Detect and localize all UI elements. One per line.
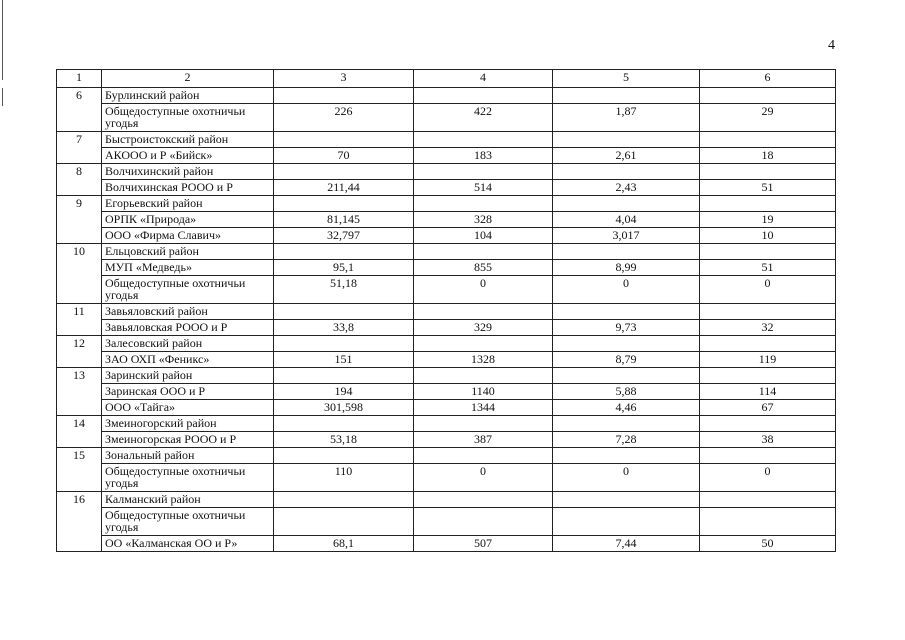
margin-mark-middle xyxy=(2,88,3,106)
row-col6-cell xyxy=(700,448,836,464)
row-number-cell: 12 xyxy=(57,336,102,368)
table-row xyxy=(57,352,836,368)
row-number-cell: 10 xyxy=(57,244,102,304)
row-number-cell: 14 xyxy=(57,416,102,448)
row-col5-cell: 4,46 xyxy=(553,400,700,416)
row-name-cell: Общедоступные охотничьи угодья xyxy=(102,104,274,132)
table-row xyxy=(57,492,836,508)
row-col5-cell: 4,04 xyxy=(553,212,700,228)
table-row xyxy=(57,212,836,228)
row-col3-cell: 110 xyxy=(274,464,414,492)
row-col4-cell xyxy=(414,336,553,352)
row-number-cell: 7 xyxy=(57,132,102,164)
row-col3-cell xyxy=(274,368,414,384)
row-col6-cell: 50 xyxy=(700,536,836,552)
row-col5-cell: 0 xyxy=(553,464,700,492)
row-col6-cell xyxy=(700,132,836,148)
row-col5-cell: 8,99 xyxy=(553,260,700,276)
row-col5-cell xyxy=(553,196,700,212)
row-col4-cell: 1344 xyxy=(414,400,553,416)
table-row xyxy=(57,260,836,276)
row-col3-cell xyxy=(274,448,414,464)
row-name-cell: ООО «Тайга» xyxy=(102,400,274,416)
row-col3-cell xyxy=(274,508,414,536)
row-name-cell: Общедоступные охотничьи угодья xyxy=(102,508,274,536)
row-col5-cell: 5,88 xyxy=(553,384,700,400)
row-number-cell: 11 xyxy=(57,304,102,336)
row-name-cell: Бурлинский район xyxy=(102,88,274,104)
row-col4-cell: 855 xyxy=(414,260,553,276)
table-row xyxy=(57,416,836,432)
row-name-cell: АКООО и Р «Бийск» xyxy=(102,148,274,164)
row-name-cell: Змеиногорская РООО и Р xyxy=(102,432,274,448)
row-col3-cell: 95,1 xyxy=(274,260,414,276)
table-row xyxy=(57,148,836,164)
table-row xyxy=(57,368,836,384)
row-col5-cell xyxy=(553,244,700,260)
row-col3-cell xyxy=(274,304,414,320)
row-col3-cell: 211,44 xyxy=(274,180,414,196)
row-col6-cell: 32 xyxy=(700,320,836,336)
row-name-cell: Заринская ООО и Р xyxy=(102,384,274,400)
header-cell-5: 5 xyxy=(553,70,700,88)
table-row xyxy=(57,276,836,304)
row-name-cell: ООО «Фирма Славич» xyxy=(102,228,274,244)
header-cell-2: 2 xyxy=(102,70,274,88)
row-col6-cell xyxy=(700,492,836,508)
row-col4-cell xyxy=(414,508,553,536)
row-col4-cell xyxy=(414,304,553,320)
row-number-cell: 16 xyxy=(57,492,102,552)
row-col6-cell xyxy=(700,196,836,212)
row-col3-cell: 33,8 xyxy=(274,320,414,336)
hunting-grounds-table xyxy=(56,69,836,552)
row-name-cell: Змеиногорский район xyxy=(102,416,274,432)
table-row xyxy=(57,244,836,260)
row-col6-cell: 51 xyxy=(700,180,836,196)
row-col4-cell: 1328 xyxy=(414,352,553,368)
row-col5-cell xyxy=(553,448,700,464)
row-col4-cell: 0 xyxy=(414,464,553,492)
row-col3-cell: 226 xyxy=(274,104,414,132)
row-col5-cell xyxy=(553,508,700,536)
row-name-cell: Ельцовский район xyxy=(102,244,274,260)
header-cell-6: 6 xyxy=(700,70,836,88)
header-cell-3: 3 xyxy=(274,70,414,88)
row-name-cell: Зональный район xyxy=(102,448,274,464)
row-name-cell: Калманский район xyxy=(102,492,274,508)
row-number-cell: 8 xyxy=(57,164,102,196)
row-name-cell: Быстроистокский район xyxy=(102,132,274,148)
row-col4-cell: 329 xyxy=(414,320,553,336)
row-col4-cell xyxy=(414,244,553,260)
row-col3-cell: 151 xyxy=(274,352,414,368)
table-row xyxy=(57,320,836,336)
row-col6-cell: 119 xyxy=(700,352,836,368)
row-col3-cell xyxy=(274,244,414,260)
row-col5-cell: 8,79 xyxy=(553,352,700,368)
row-name-cell: Залесовский район xyxy=(102,336,274,352)
table-row xyxy=(57,336,836,352)
row-col6-cell xyxy=(700,304,836,320)
row-col5-cell xyxy=(553,416,700,432)
table-row xyxy=(57,228,836,244)
row-col3-cell: 53,18 xyxy=(274,432,414,448)
row-col5-cell: 7,28 xyxy=(553,432,700,448)
row-col5-cell: 1,87 xyxy=(553,104,700,132)
row-col3-cell xyxy=(274,88,414,104)
row-col3-cell: 32,797 xyxy=(274,228,414,244)
row-col6-cell xyxy=(700,508,836,536)
row-col4-cell: 183 xyxy=(414,148,553,164)
row-name-cell: МУП «Медведь» xyxy=(102,260,274,276)
row-col5-cell xyxy=(553,336,700,352)
row-number-cell: 6 xyxy=(57,88,102,132)
row-col4-cell xyxy=(414,88,553,104)
row-col4-cell xyxy=(414,492,553,508)
table-row xyxy=(57,536,836,552)
row-col6-cell: 0 xyxy=(700,276,836,304)
row-col6-cell xyxy=(700,368,836,384)
table-row xyxy=(57,196,836,212)
row-col4-cell: 0 xyxy=(414,276,553,304)
row-col3-cell xyxy=(274,336,414,352)
row-col3-cell xyxy=(274,416,414,432)
row-col3-cell: 51,18 xyxy=(274,276,414,304)
row-col4-cell: 507 xyxy=(414,536,553,552)
row-col4-cell xyxy=(414,132,553,148)
row-col3-cell: 70 xyxy=(274,148,414,164)
row-col3-cell xyxy=(274,132,414,148)
row-col4-cell: 514 xyxy=(414,180,553,196)
row-col6-cell: 114 xyxy=(700,384,836,400)
row-col5-cell: 0 xyxy=(553,276,700,304)
row-col3-cell: 301,598 xyxy=(274,400,414,416)
row-col5-cell xyxy=(553,132,700,148)
row-col6-cell: 0 xyxy=(700,464,836,492)
row-col5-cell: 3,017 xyxy=(553,228,700,244)
row-col6-cell: 18 xyxy=(700,148,836,164)
table-row xyxy=(57,88,836,104)
row-name-cell: Егорьевский район xyxy=(102,196,274,212)
row-col5-cell: 7,44 xyxy=(553,536,700,552)
row-number-cell: 13 xyxy=(57,368,102,416)
row-col6-cell: 29 xyxy=(700,104,836,132)
row-col5-cell: 2,43 xyxy=(553,180,700,196)
header-cell-1: 1 xyxy=(57,70,102,88)
table-header-row xyxy=(57,70,836,88)
row-name-cell: ОО «Калманская ОО и Р» xyxy=(102,536,274,552)
row-col4-cell xyxy=(414,448,553,464)
table-row xyxy=(57,400,836,416)
row-col6-cell: 51 xyxy=(700,260,836,276)
table-row xyxy=(57,448,836,464)
row-col6-cell xyxy=(700,416,836,432)
row-col5-cell xyxy=(553,304,700,320)
row-col4-cell: 422 xyxy=(414,104,553,132)
row-col4-cell xyxy=(414,368,553,384)
row-col6-cell xyxy=(700,336,836,352)
row-col3-cell: 68,1 xyxy=(274,536,414,552)
row-col5-cell xyxy=(553,368,700,384)
row-name-cell: ЗАО ОХП «Феникс» xyxy=(102,352,274,368)
row-col4-cell xyxy=(414,416,553,432)
row-number-cell: 15 xyxy=(57,448,102,492)
row-col5-cell: 2,61 xyxy=(553,148,700,164)
row-col5-cell xyxy=(553,492,700,508)
row-name-cell: Волчихинская РООО и Р xyxy=(102,180,274,196)
row-col4-cell: 1140 xyxy=(414,384,553,400)
row-col3-cell xyxy=(274,196,414,212)
row-col6-cell: 38 xyxy=(700,432,836,448)
row-name-cell: Общедоступные охотничьи угодья xyxy=(102,276,274,304)
table-row xyxy=(57,164,836,180)
table-row xyxy=(57,508,836,536)
header-cell-4: 4 xyxy=(414,70,553,88)
table-row xyxy=(57,132,836,148)
row-name-cell: Волчихинский район xyxy=(102,164,274,180)
row-number-cell: 9 xyxy=(57,196,102,244)
row-col5-cell xyxy=(553,164,700,180)
row-col5-cell: 9,73 xyxy=(553,320,700,336)
row-name-cell: Общедоступные охотничьи угодья xyxy=(102,464,274,492)
row-col3-cell: 81,145 xyxy=(274,212,414,228)
table-row xyxy=(57,432,836,448)
row-name-cell: ОРПК «Природа» xyxy=(102,212,274,228)
row-col4-cell: 387 xyxy=(414,432,553,448)
row-col4-cell: 104 xyxy=(414,228,553,244)
row-col3-cell xyxy=(274,164,414,180)
row-col6-cell xyxy=(700,88,836,104)
row-col6-cell xyxy=(700,244,836,260)
page-number: 4 xyxy=(828,38,835,53)
row-col6-cell: 19 xyxy=(700,212,836,228)
row-col6-cell: 67 xyxy=(700,400,836,416)
row-col3-cell xyxy=(274,492,414,508)
row-col6-cell: 10 xyxy=(700,228,836,244)
row-col6-cell xyxy=(700,164,836,180)
table-row xyxy=(57,384,836,400)
row-name-cell: Завьяловская РООО и Р xyxy=(102,320,274,336)
margin-mark-top xyxy=(2,0,3,80)
table-row xyxy=(57,464,836,492)
row-col4-cell xyxy=(414,196,553,212)
row-col3-cell: 194 xyxy=(274,384,414,400)
table-row xyxy=(57,304,836,320)
table-row xyxy=(57,180,836,196)
row-name-cell: Завьяловский район xyxy=(102,304,274,320)
table-row xyxy=(57,104,836,132)
row-col4-cell: 328 xyxy=(414,212,553,228)
row-col5-cell xyxy=(553,88,700,104)
row-col4-cell xyxy=(414,164,553,180)
row-name-cell: Заринский район xyxy=(102,368,274,384)
